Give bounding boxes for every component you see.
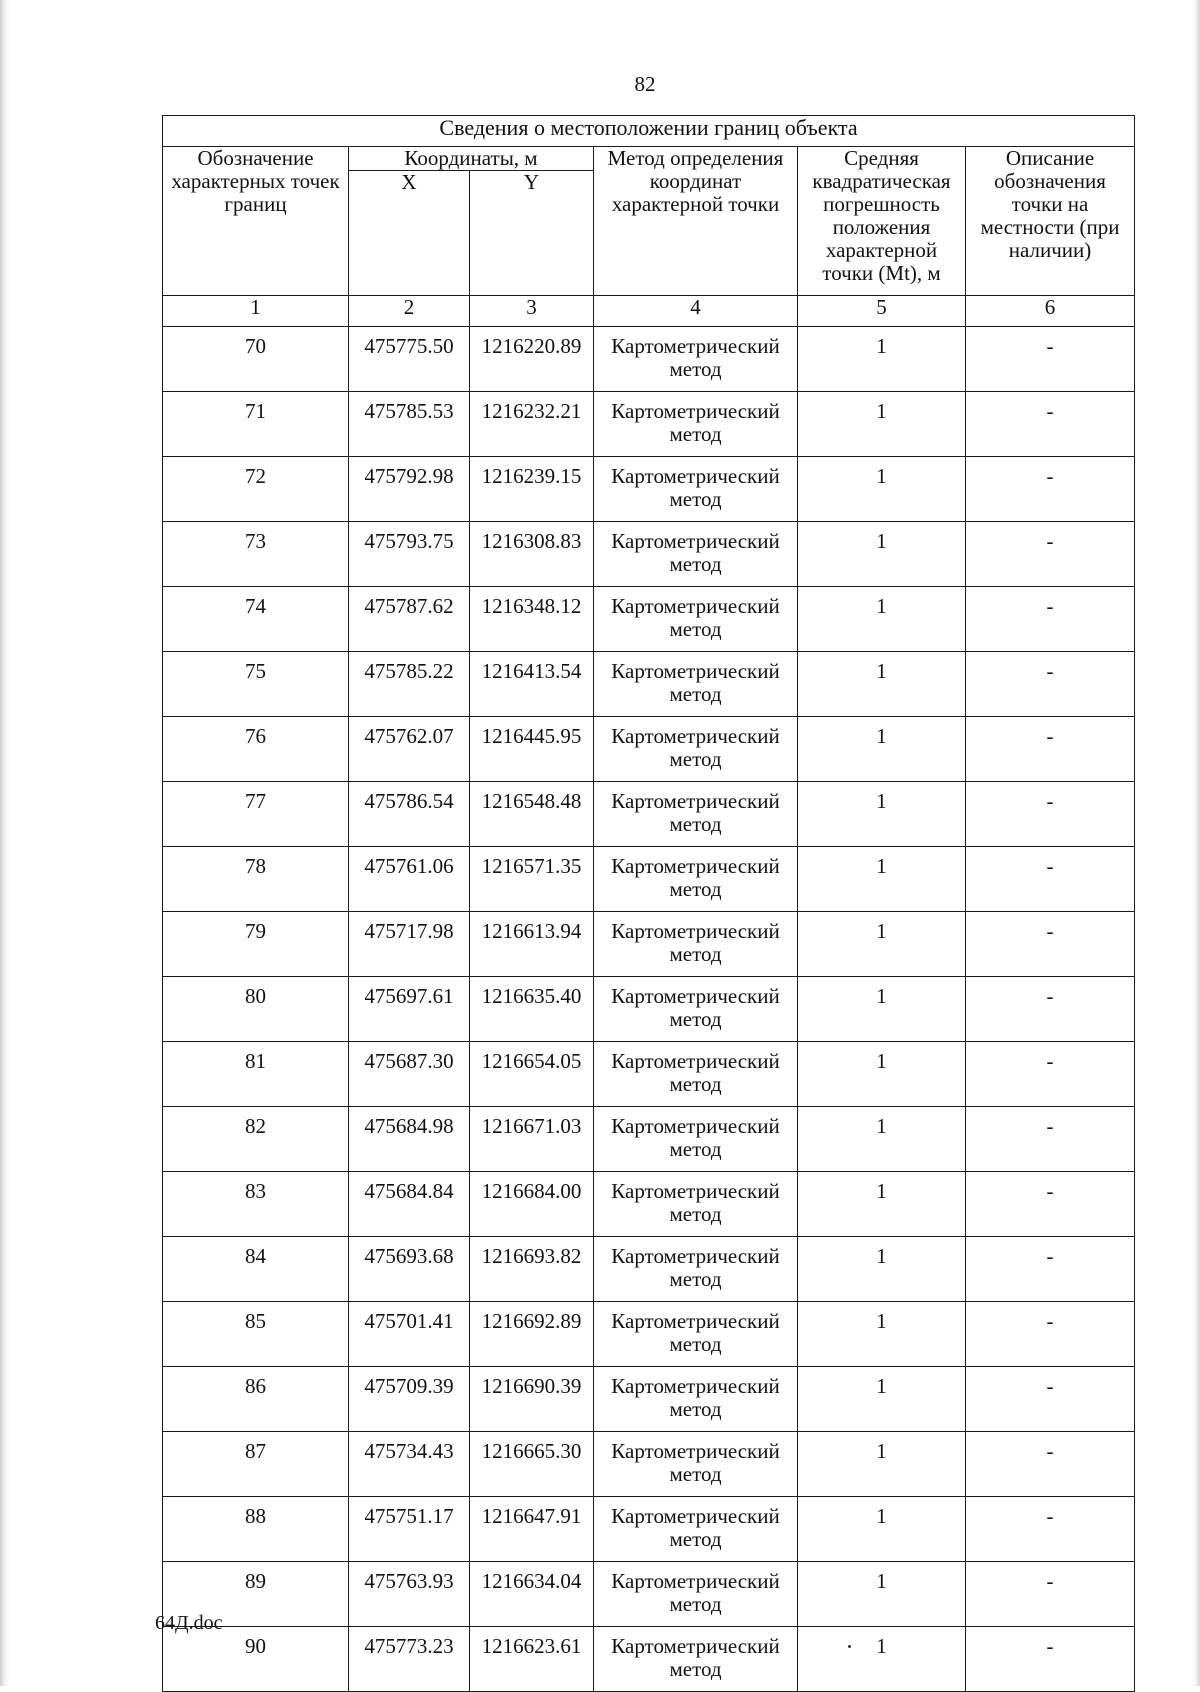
cell-accuracy: 1 [798, 1432, 966, 1497]
header-description: Описание обозначения точки на местности (при наличии) [966, 147, 1135, 296]
cell-y: 1216571.35 [470, 847, 594, 912]
method-line-1: Картометрический [611, 659, 780, 683]
cell-y: 1216239.15 [470, 457, 594, 522]
method-line-1: Картометрический [611, 1114, 780, 1138]
cell-x: 475761.06 [349, 847, 470, 912]
cell-x: 475763.93 [349, 1562, 470, 1627]
cell-y: 1216613.94 [470, 912, 594, 977]
cell-y: 1216308.83 [470, 522, 594, 587]
cell-method [594, 392, 798, 457]
cell-y: 1216220.89 [470, 327, 594, 392]
header-x: X [349, 171, 470, 296]
method-line-2: метод [669, 617, 722, 641]
scan-edge-right [1192, 0, 1200, 1686]
cell-accuracy: 1 [798, 912, 966, 977]
cell-x: 475717.98 [349, 912, 470, 977]
cell-point: 87 [163, 1432, 349, 1497]
header-method: Метод определения координат характерной точки [594, 147, 798, 296]
cell-description: - [966, 1172, 1135, 1237]
cell-description: - [966, 977, 1135, 1042]
table-row [163, 1627, 1135, 1692]
table-row [163, 1237, 1135, 1302]
method-line-2: метод [669, 812, 722, 836]
method-line-2: метод [669, 1332, 722, 1356]
scan-edge-left [0, 0, 10, 1686]
method-line-1: Картометрический [611, 789, 780, 813]
table-row [163, 1367, 1135, 1432]
cell-description: - [966, 1302, 1135, 1367]
cell-method [594, 457, 798, 522]
cell-point: 76 [163, 717, 349, 782]
cell-x: 475775.50 [349, 327, 470, 392]
method-line-2: метод [669, 1657, 722, 1681]
cell-method [594, 847, 798, 912]
table-row [163, 652, 1135, 717]
method-line-1: Картометрический [611, 854, 780, 878]
cell-y: 1216665.30 [470, 1432, 594, 1497]
cell-x: 475792.98 [349, 457, 470, 522]
cell-accuracy: 1 [798, 717, 966, 782]
column-number: 1 [163, 296, 349, 327]
cell-y: 1216548.48 [470, 782, 594, 847]
table-row [163, 1107, 1135, 1172]
cell-x: 475793.75 [349, 522, 470, 587]
column-number: 5 [798, 296, 966, 327]
cell-method [594, 327, 798, 392]
table-row [163, 1497, 1135, 1562]
table-row [163, 1042, 1135, 1107]
cell-x: 475785.22 [349, 652, 470, 717]
cell-accuracy: 1 [798, 587, 966, 652]
method-line-1: Картометрический [611, 399, 780, 423]
cell-point: 82 [163, 1107, 349, 1172]
cell-description: - [966, 327, 1135, 392]
cell-point: 72 [163, 457, 349, 522]
cell-description: - [966, 912, 1135, 977]
cell-accuracy: 1 [798, 1302, 966, 1367]
method-line-1: Картометрический [611, 1634, 780, 1658]
header-accuracy: Средняя квадратическая погрешность положения характерной точки (Mt), м [798, 147, 966, 296]
cell-method [594, 1367, 798, 1432]
cell-description: - [966, 1237, 1135, 1302]
cell-description: - [966, 1432, 1135, 1497]
cell-method [594, 977, 798, 1042]
cell-description: - [966, 782, 1135, 847]
method-line-2: метод [669, 1462, 722, 1486]
cell-y: 1216232.21 [470, 392, 594, 457]
table-row [163, 912, 1135, 977]
table-row [163, 587, 1135, 652]
cell-x: 475762.07 [349, 717, 470, 782]
cell-accuracy: 1 [798, 1367, 966, 1432]
cell-x: 475701.41 [349, 1302, 470, 1367]
cell-point: 75 [163, 652, 349, 717]
header-point-designation: Обозначение характерных точек границ [163, 147, 349, 296]
cell-accuracy: 1 [798, 1237, 966, 1302]
cell-description: - [966, 392, 1135, 457]
table-row [163, 977, 1135, 1042]
table-row [163, 1172, 1135, 1237]
cell-point: 89 [163, 1562, 349, 1627]
cell-method [594, 1432, 798, 1497]
cell-description: - [966, 652, 1135, 717]
cell-point: 90 [163, 1627, 349, 1692]
cell-method [594, 1562, 798, 1627]
method-line-2: метод [669, 1202, 722, 1226]
table-title: Сведения о местоположении границ объекта [163, 116, 1135, 147]
cell-x: 475734.43 [349, 1432, 470, 1497]
method-line-1: Картометрический [611, 334, 780, 358]
column-number: 2 [349, 296, 470, 327]
method-line-2: метод [669, 1137, 722, 1161]
cell-description: - [966, 717, 1135, 782]
cell-accuracy: 1 [798, 847, 966, 912]
cell-x: 475687.30 [349, 1042, 470, 1107]
cell-y: 1216348.12 [470, 587, 594, 652]
method-line-2: метод [669, 422, 722, 446]
table-row [163, 847, 1135, 912]
cell-accuracy: 1 [798, 327, 966, 392]
method-line-1: Картометрический [611, 1374, 780, 1398]
method-line-1: Картометрический [611, 1244, 780, 1268]
cell-point: 83 [163, 1172, 349, 1237]
table-row [163, 327, 1135, 392]
cell-y: 1216413.54 [470, 652, 594, 717]
table-body [163, 327, 1135, 1692]
column-number: 3 [470, 296, 594, 327]
table-row [163, 717, 1135, 782]
cell-description: - [966, 1562, 1135, 1627]
method-line-1: Картометрический [611, 1504, 780, 1528]
method-line-2: метод [669, 1267, 722, 1291]
cell-accuracy: 1 [798, 1107, 966, 1172]
cell-method [594, 782, 798, 847]
method-line-2: метод [669, 747, 722, 771]
cell-y: 1216692.89 [470, 1302, 594, 1367]
cell-method [594, 522, 798, 587]
cell-description: - [966, 847, 1135, 912]
cell-x: 475787.62 [349, 587, 470, 652]
cell-y: 1216445.95 [470, 717, 594, 782]
cell-accuracy: 1 [798, 977, 966, 1042]
method-line-1: Картометрический [611, 1179, 780, 1203]
cell-method [594, 912, 798, 977]
method-line-1: Картометрический [611, 1049, 780, 1073]
cell-description: - [966, 1107, 1135, 1172]
method-line-2: метод [669, 1007, 722, 1031]
table-row [163, 1562, 1135, 1627]
cell-accuracy: 1 [798, 1627, 966, 1692]
cell-description: - [966, 1627, 1135, 1692]
method-line-1: Картометрический [611, 529, 780, 553]
cell-method [594, 1042, 798, 1107]
cell-method [594, 652, 798, 717]
cell-method [594, 1107, 798, 1172]
table-row [163, 522, 1135, 587]
cell-description: - [966, 1042, 1135, 1107]
cell-x: 475693.68 [349, 1237, 470, 1302]
method-line-1: Картометрический [611, 984, 780, 1008]
cell-y: 1216635.40 [470, 977, 594, 1042]
table-row [163, 782, 1135, 847]
footer-dot [848, 1645, 851, 1648]
boundary-coordinates-table [162, 115, 1135, 1692]
cell-point: 78 [163, 847, 349, 912]
cell-method [594, 1237, 798, 1302]
cell-method [594, 1302, 798, 1367]
cell-accuracy: 1 [798, 1497, 966, 1562]
cell-accuracy: 1 [798, 522, 966, 587]
method-line-1: Картометрический [611, 594, 780, 618]
header-y: Y [470, 171, 594, 296]
method-line-1: Картометрический [611, 919, 780, 943]
cell-point: 85 [163, 1302, 349, 1367]
table-row [163, 457, 1135, 522]
cell-point: 71 [163, 392, 349, 457]
cell-point: 84 [163, 1237, 349, 1302]
cell-accuracy: 1 [798, 652, 966, 717]
cell-x: 475786.54 [349, 782, 470, 847]
cell-method [594, 717, 798, 782]
method-line-2: метод [669, 1592, 722, 1616]
table-row [163, 1302, 1135, 1367]
cell-x: 475684.98 [349, 1107, 470, 1172]
header-coordinates: Координаты, м [349, 147, 594, 171]
cell-x: 475773.23 [349, 1627, 470, 1692]
cell-description: - [966, 1497, 1135, 1562]
method-line-1: Картометрический [611, 1309, 780, 1333]
cell-y: 1216634.04 [470, 1562, 594, 1627]
cell-y: 1216671.03 [470, 1107, 594, 1172]
cell-accuracy: 1 [798, 1172, 966, 1237]
table-row [163, 392, 1135, 457]
column-number: 6 [966, 296, 1135, 327]
cell-description: - [966, 522, 1135, 587]
method-line-1: Картометрический [611, 464, 780, 488]
method-line-1: Картометрический [611, 1439, 780, 1463]
footer-filename: 64Д.doc [155, 1612, 223, 1634]
cell-method [594, 1627, 798, 1692]
cell-point: 73 [163, 522, 349, 587]
cell-method [594, 1172, 798, 1237]
cell-point: 77 [163, 782, 349, 847]
method-line-1: Картометрический [611, 1569, 780, 1593]
method-line-2: метод [669, 552, 722, 576]
method-line-2: метод [669, 1527, 722, 1551]
method-line-1: Картометрический [611, 724, 780, 748]
cell-point: 79 [163, 912, 349, 977]
cell-x: 475697.61 [349, 977, 470, 1042]
method-line-2: метод [669, 942, 722, 966]
cell-point: 88 [163, 1497, 349, 1562]
cell-y: 1216647.91 [470, 1497, 594, 1562]
method-line-2: метод [669, 487, 722, 511]
cell-y: 1216690.39 [470, 1367, 594, 1432]
cell-description: - [966, 457, 1135, 522]
cell-point: 80 [163, 977, 349, 1042]
method-line-2: метод [669, 877, 722, 901]
cell-x: 475684.84 [349, 1172, 470, 1237]
cell-description: - [966, 1367, 1135, 1432]
method-line-2: метод [669, 357, 722, 381]
table-row [163, 1432, 1135, 1497]
cell-description: - [966, 587, 1135, 652]
cell-accuracy: 1 [798, 1562, 966, 1627]
cell-x: 475751.17 [349, 1497, 470, 1562]
cell-accuracy: 1 [798, 392, 966, 457]
cell-x: 475709.39 [349, 1367, 470, 1432]
cell-point: 74 [163, 587, 349, 652]
column-number: 4 [594, 296, 798, 327]
cell-y: 1216693.82 [470, 1237, 594, 1302]
cell-y: 1216623.61 [470, 1627, 594, 1692]
cell-x: 475785.53 [349, 392, 470, 457]
cell-point: 81 [163, 1042, 349, 1107]
method-line-2: метод [669, 682, 722, 706]
cell-accuracy: 1 [798, 782, 966, 847]
cell-point: 70 [163, 327, 349, 392]
cell-y: 1216654.05 [470, 1042, 594, 1107]
cell-accuracy: 1 [798, 1042, 966, 1107]
cell-method [594, 1497, 798, 1562]
cell-method [594, 587, 798, 652]
method-line-2: метод [669, 1072, 722, 1096]
cell-point: 86 [163, 1367, 349, 1432]
cell-accuracy: 1 [798, 457, 966, 522]
method-line-2: метод [669, 1397, 722, 1421]
page-number: 82 [634, 72, 656, 96]
cell-y: 1216684.00 [470, 1172, 594, 1237]
